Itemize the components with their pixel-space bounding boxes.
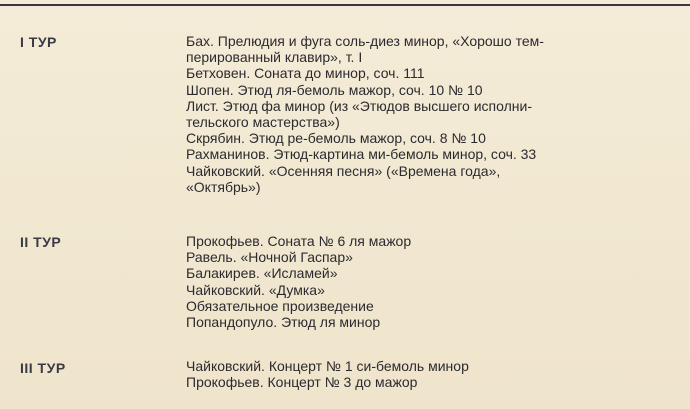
piece-line: Балакирев. «Исламей» (186, 265, 338, 282)
piece-line: «Октябрь») (186, 178, 261, 195)
piece-line: Равель. «Ночной Гаспар» (186, 249, 353, 266)
piece-item (186, 233, 411, 249)
top-rule (0, 4, 690, 6)
piece-line: Обязательное произведение (186, 297, 374, 314)
piece-item (186, 249, 411, 265)
round-label-2: II ТУР (20, 234, 62, 250)
piece-line: перированный клавир», т. I (186, 49, 363, 66)
piece-line: тельского мастерства») (186, 114, 340, 131)
piece-item (186, 314, 411, 330)
piece-item (186, 163, 544, 195)
piece-line: Попандопуло. Этюд ля минор (186, 314, 381, 331)
piece-item (186, 374, 469, 390)
piece-item (186, 98, 544, 130)
round-label-1: I ТУР (20, 34, 57, 50)
piece-item (186, 146, 544, 162)
round-3-piece-list (186, 358, 469, 390)
piece-line: Прокофьев. Соната № 6 ля мажор (186, 233, 412, 249)
piece-item (186, 265, 411, 281)
round-label-3: III ТУР (20, 360, 66, 376)
piece-line: Прокофьев. Концерт № 3 до мажор (186, 374, 418, 391)
piece-item (186, 82, 544, 98)
round-1-piece-list (186, 33, 544, 195)
piece-line: Лист. Этюд фа минор (из «Этюдов высшего исполни- (186, 97, 532, 114)
piece-line: Рахманинов. Этюд-картина ми-бемоль минор, соч. 33 (186, 146, 537, 163)
piece-line: Бах. Прелюдия и фуга соль-диез минор, «Хорошо тем- (186, 33, 544, 49)
piece-item (186, 358, 469, 374)
piece-item (186, 65, 544, 81)
piece-line: Скрябин. Этюд ре-бемоль мажор, соч. 8 № 10 (186, 130, 486, 147)
piece-item (186, 130, 544, 146)
piece-line: Чайковский. «Думка» (186, 281, 325, 298)
piece-line: Чайковский. «Осенняя песня» («Времена года», (186, 162, 501, 179)
piece-item (186, 298, 411, 314)
piece-line: Шопен. Этюд ля-бемоль мажор, соч. 10 № 10 (186, 81, 483, 98)
piece-item (186, 282, 411, 298)
piece-line: Бетховен. Соната до минор, соч. 111 (186, 65, 425, 82)
piece-item (186, 33, 544, 65)
piece-line: Чайковский. Концерт № 1 си-бемоль минор (186, 358, 469, 374)
round-2-piece-list (186, 233, 411, 330)
